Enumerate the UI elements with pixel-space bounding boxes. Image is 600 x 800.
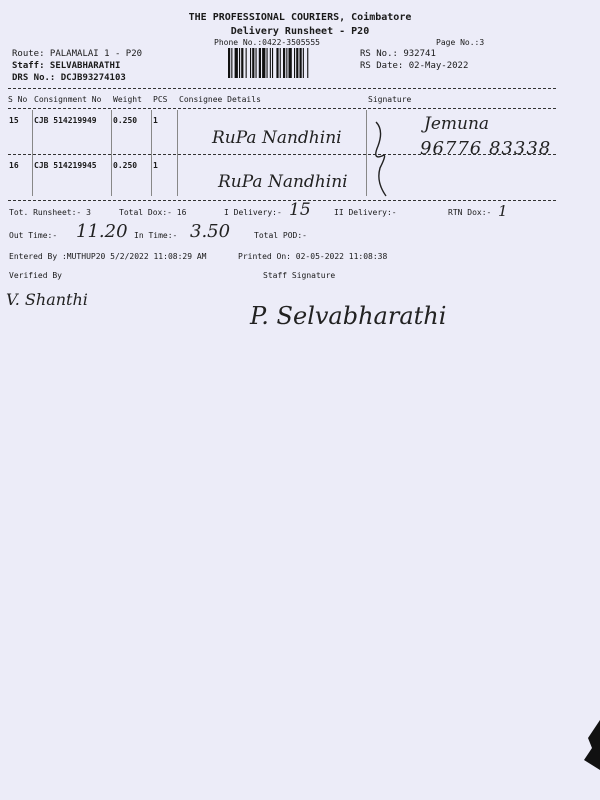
barcode-bar — [231, 48, 232, 78]
signature-bracket — [368, 116, 402, 202]
printed-on: Printed On: 02-05-2022 11:08:38 — [238, 252, 388, 261]
barcode-bar — [241, 48, 243, 78]
runsheet-title: Delivery Runsheet - P20 — [230, 26, 370, 37]
col-sno: S No — [8, 95, 28, 104]
rtn-dox-label: RTN Dox:- — [448, 208, 492, 217]
col-pcs: PCS — [153, 95, 168, 104]
col-divider — [177, 110, 178, 196]
barcode-bar — [256, 48, 257, 78]
barcode — [228, 48, 354, 78]
row-pcs: 1 — [153, 161, 158, 170]
row-pcs: 1 — [153, 116, 158, 125]
verified-signature: V. Shanthi — [6, 290, 88, 309]
barcode-bar — [296, 48, 298, 78]
barcode-bar — [283, 48, 285, 78]
table-header-rule — [8, 108, 556, 109]
verified-by-label: Verified By — [9, 271, 62, 280]
company-name: THE PROFESSIONAL COURIERS, Coimbatore — [188, 12, 412, 23]
barcode-bar — [252, 48, 254, 78]
total-runsheet: Tot. Runsheet:- 3 — [9, 208, 91, 217]
scan-artifact — [570, 720, 600, 770]
barcode-bar — [307, 48, 308, 78]
row-sno: 15 — [9, 116, 19, 125]
barcode-bar — [270, 48, 271, 78]
table-top-rule — [8, 88, 556, 89]
total-dox: Total Dox:- 16 — [119, 208, 187, 217]
barcode-bar — [239, 48, 240, 78]
staff-signature: P. Selvabharathi — [250, 302, 447, 330]
rs-number: RS No.: 932741 — [360, 49, 436, 59]
handwritten-consignee: RuPa Nandhini — [218, 172, 348, 192]
barcode-bar — [289, 48, 292, 78]
barcode-bar — [280, 48, 281, 78]
row-consignment: CJB 514219949 — [34, 116, 97, 125]
barcode-bar — [262, 48, 265, 78]
table-bottom-rule — [8, 200, 556, 201]
i-delivery-value: 15 — [289, 200, 311, 220]
barcode-bar — [272, 48, 273, 78]
handwritten-phone: 96776 83338 — [420, 138, 552, 159]
barcode-bar — [259, 48, 261, 78]
barcode-bar — [228, 48, 230, 78]
barcode-bar — [286, 48, 287, 78]
handwritten-recipient-name: Jemuna — [424, 114, 490, 134]
col-weight: Weight — [113, 95, 142, 104]
barcode-bar — [300, 48, 302, 78]
handwritten-consignee: RuPa Nandhini — [212, 128, 342, 148]
barcode-bar — [250, 48, 251, 78]
barcode-bar — [276, 48, 278, 78]
col-consignment: Consignment No — [34, 95, 102, 104]
barcode-bar — [294, 48, 295, 78]
phone-number: Phone No.:0422-3505555 — [214, 38, 320, 47]
i-delivery-label: I Delivery:- — [224, 208, 282, 217]
route: Route: PALAMALAI 1 - P20 — [12, 49, 143, 59]
col-divider — [111, 110, 112, 196]
barcode-bar — [267, 48, 268, 78]
total-pod: Total POD:- — [254, 231, 307, 240]
row-sno: 16 — [9, 161, 19, 170]
col-signature: Signature — [368, 95, 412, 104]
staff-signature-label: Staff Signature — [263, 271, 336, 280]
row-weight: 0.250 — [113, 116, 138, 125]
in-time-value: 3.50 — [190, 221, 231, 242]
col-divider — [366, 110, 367, 196]
barcode-bar — [303, 48, 304, 78]
rtn-dox-value: 1 — [498, 202, 508, 220]
out-time-value: 11.20 — [76, 221, 128, 242]
barcode-bar — [246, 48, 247, 78]
row-weight: 0.250 — [113, 161, 138, 170]
col-divider — [151, 110, 152, 196]
rs-date: RS Date: 02-May-2022 — [360, 61, 469, 71]
drs-number: DRS No.: DCJB93274103 — [12, 73, 126, 83]
ii-delivery: II Delivery:- — [334, 208, 397, 217]
out-time-label: Out Time:- — [9, 231, 58, 240]
page-number: Page No.:3 — [436, 38, 485, 47]
in-time-label: In Time:- — [134, 231, 178, 240]
barcode-bar — [235, 48, 238, 78]
row-consignment: CJB 514219945 — [34, 161, 97, 170]
staff-name: Staff: SELVABHARATHI — [12, 61, 121, 71]
col-divider — [32, 110, 33, 196]
entered-by: Entered By :MUTHUP20 5/2/2022 11:08:29 AM — [9, 252, 207, 261]
col-consignee: Consignee Details — [179, 95, 261, 104]
